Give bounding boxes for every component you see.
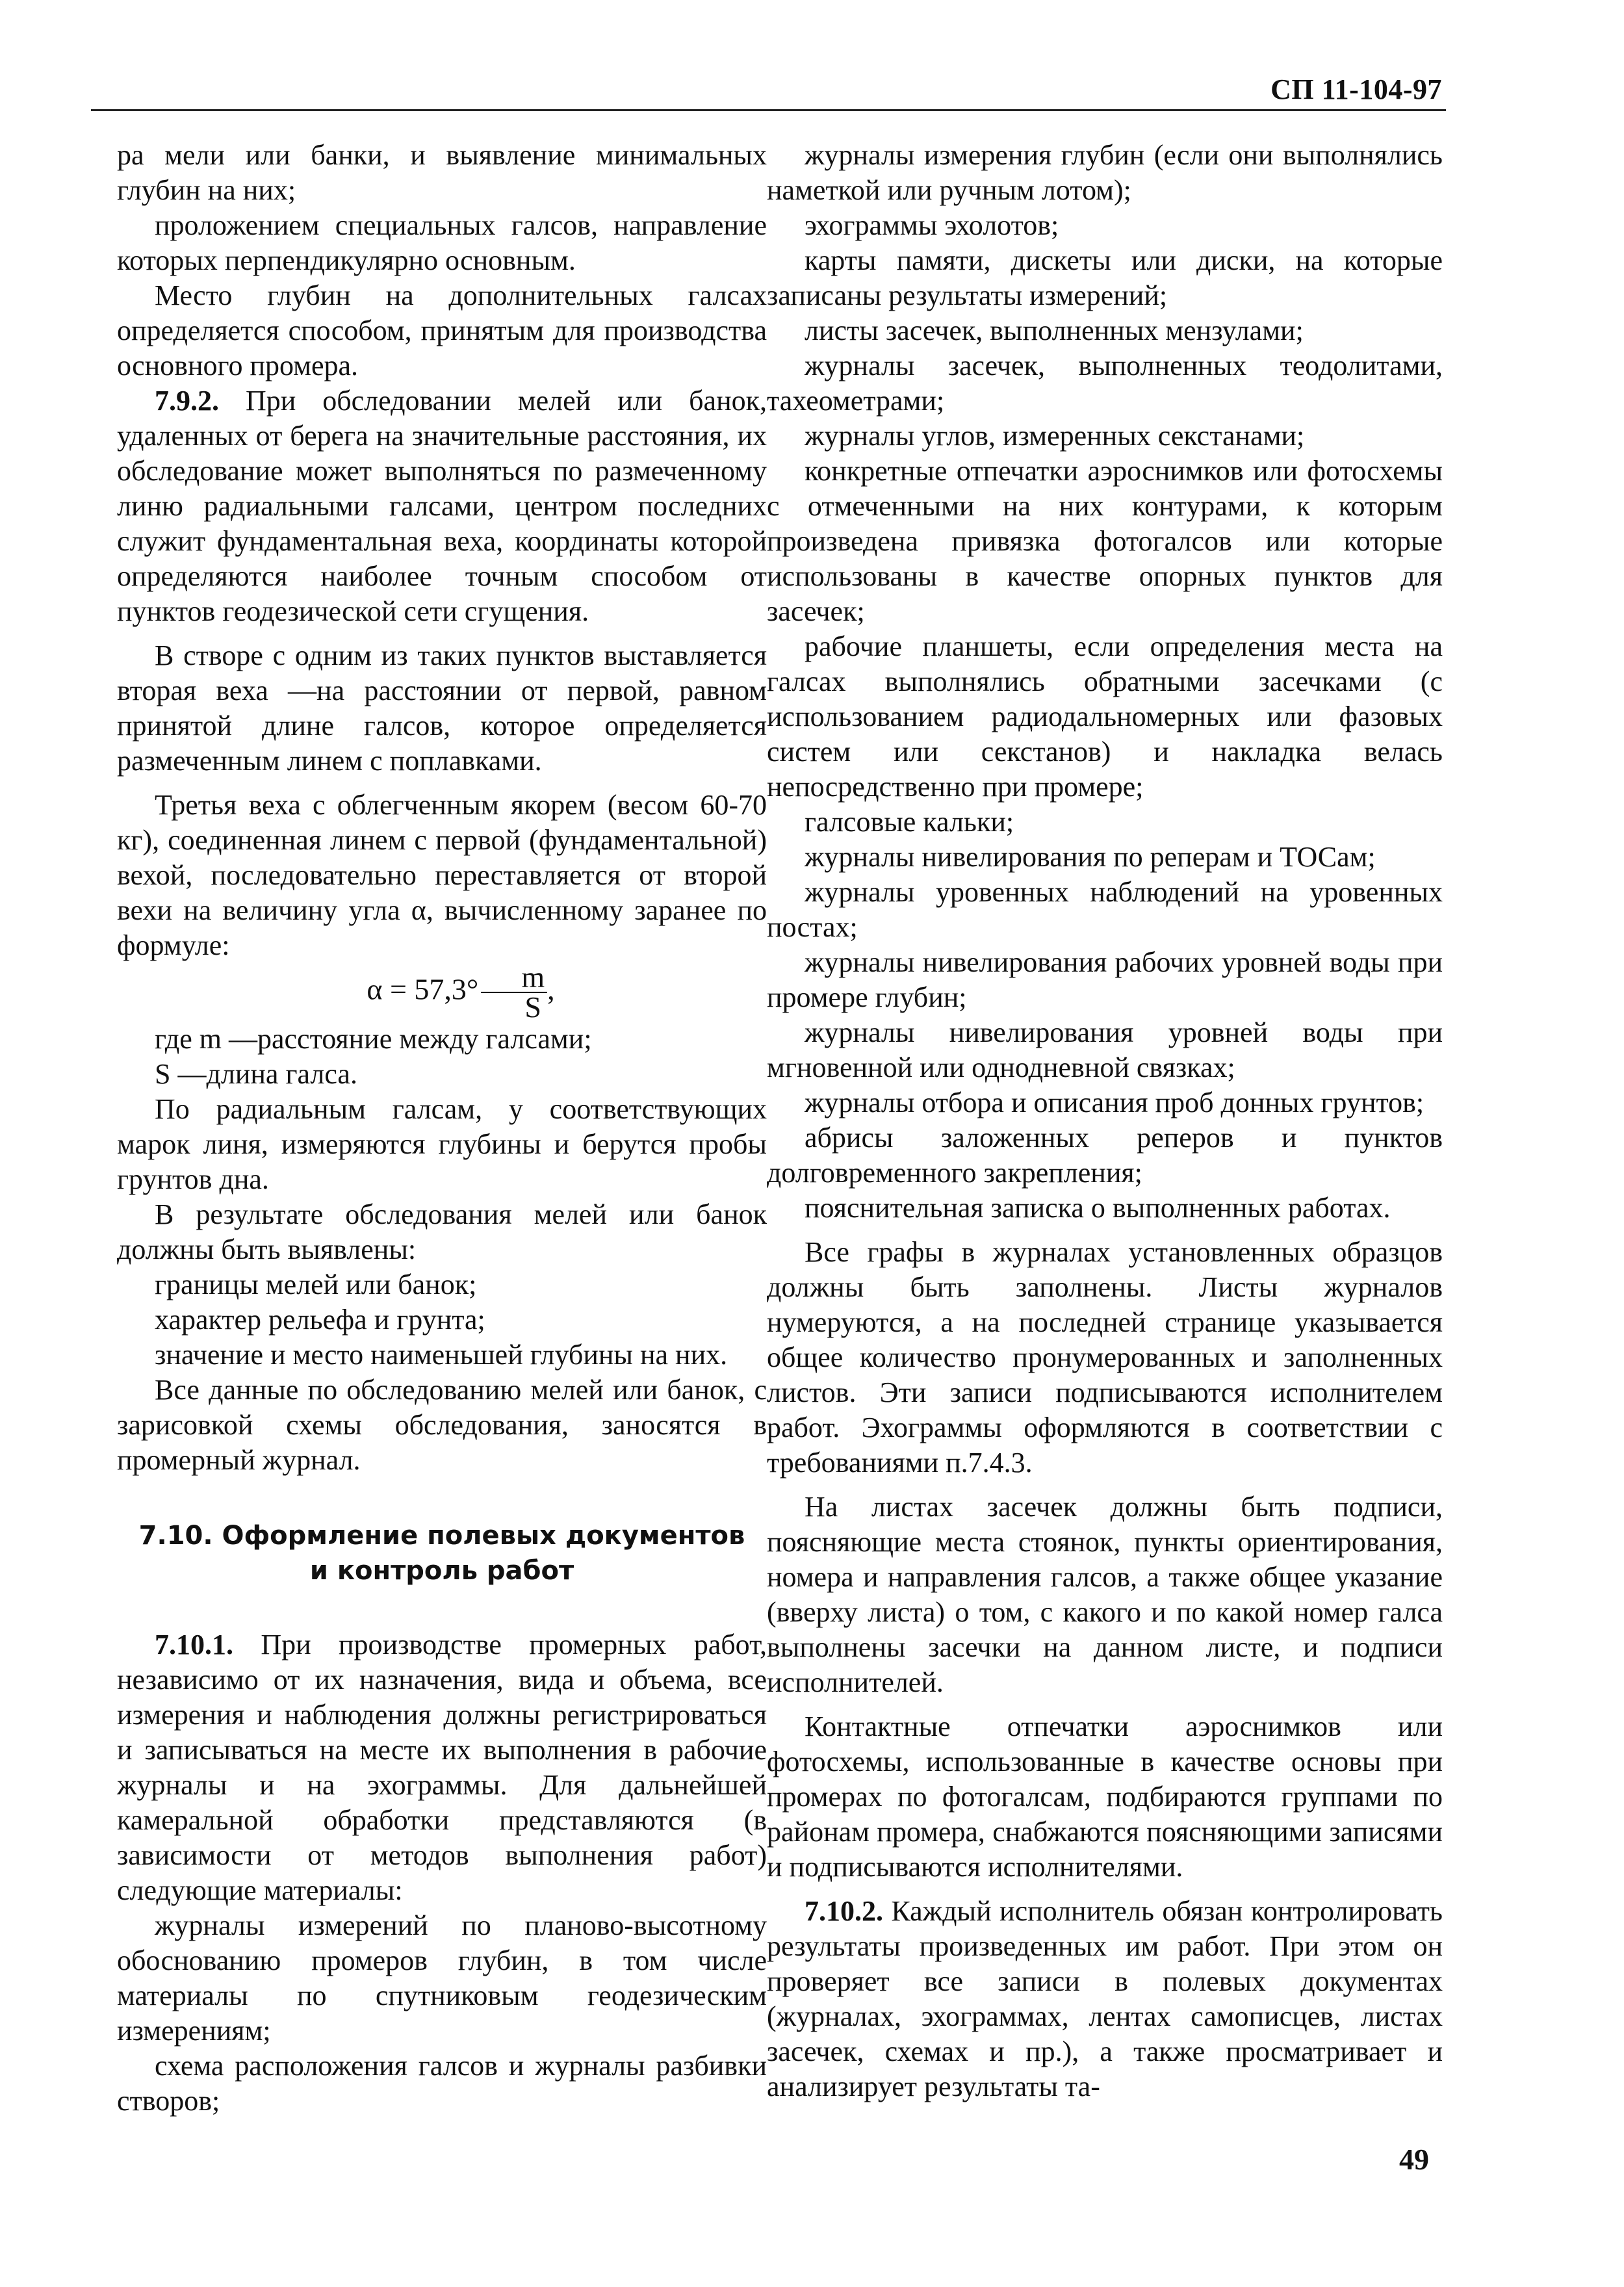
clause-7-10-1: [117, 1627, 767, 1908]
list-item: журналы нивелирования по реперам и ТОСам;: [805, 841, 1376, 873]
clause-text: Каждый исполнитель обязан контролировать результаты произведенных им работ. При этом он проверяет все записи в полевых документах (журналах, эхограммах, лентах самописцев, листах засечек, схемах и пр.), а также просматривает и анализирует результаты та-: [767, 1895, 1443, 2102]
list-item: значение и место наименьшей глубины на них.: [155, 1339, 728, 1371]
list-item: журналы измерений по планово-высотному обоснованию промеров глубин, в том числе материалы по спутниковым геодезическим измерениям;: [117, 1909, 767, 2047]
formula-lhs: α = 57,3°: [367, 972, 479, 1006]
formula-fraction: [481, 963, 547, 1022]
paragraph: Третья веха с облегченным якорем (весом 60-70 кг), соединенная линем с первой (фундаментальной) вехой, последовательно переставляется от второй вехи на величину угла α, вычисленному заранее по формуле:: [117, 789, 767, 961]
formula-tail: ,: [547, 972, 555, 1006]
document-code: СП 11-104-97: [1270, 73, 1442, 105]
list-item: эхограммы эхолотов;: [805, 209, 1059, 241]
list-item: абрисы заложенных реперов и пунктов долговременного закрепления;: [767, 1122, 1443, 1189]
list-item: листы засечек, выполненных мензулами;: [805, 315, 1304, 346]
clause-7-9-2: [117, 383, 767, 629]
list-item: схема расположения галсов и журналы разбивки створов;: [117, 2050, 767, 2117]
paragraph: Место глубин на дополнительных галсах определяется способом, принятым для производства основного промера.: [117, 279, 767, 381]
clause-text: При обследовании мелей или банок, удаленных от берега на значительные расстояния, их обследование может выполняться по размеченному линю радиальными галсами, центром последних служит фундаментальная веха, координаты которой определяются наиболее точным способом от пунктов геодезической сети сгущения.: [117, 385, 767, 627]
paragraph: На листах засечек должны быть подписи, поясняющие места стоянок, пункты ориентирования, номера и направления галсов, а также общее указание (вверху листа) о том, с какого и по какой номер галса выполнены засечки на данном листе, и подписи исполнителей.: [767, 1491, 1443, 1698]
list-item: журналы нивелирования рабочих уровней воды при промере глубин;: [767, 946, 1443, 1013]
list-item: журналы углов, измеренных секстанами;: [805, 420, 1305, 452]
formula-denominator: S: [524, 990, 542, 1024]
header-rule: [91, 109, 1446, 111]
formula-legend-m: где m —расстояние между галсами;: [155, 1023, 592, 1055]
paragraph: В результате обследования мелей или банок должны быть выявлены:: [117, 1198, 767, 1265]
angle-formula: [117, 963, 767, 1022]
left-column: [117, 138, 767, 2119]
list-item: журналы нивелирования уровней воды при мгновенной или однодневной связках;: [767, 1016, 1443, 1083]
list-item: характер рельефа и грунта;: [155, 1304, 485, 1336]
formula-legend-s: S —длина галса.: [155, 1058, 357, 1090]
section-heading-line-2: и контроль работ: [309, 1556, 574, 1586]
list-item: журналы отбора и описания проб донных грунтов;: [805, 1087, 1424, 1118]
formula-numerator: m: [481, 963, 547, 993]
list-item: пояснительная записка о выполненных работах.: [805, 1192, 1391, 1224]
paragraph: Контактные отпечатки аэроснимков или фотосхемы, использованные в качестве основы при промерах по фотогалсам, подбираются группами по районам промера, снабжаются поясняющими записями и подписываются исполнителями.: [767, 1711, 1443, 1883]
clause-number: 7.9.2.: [155, 385, 219, 417]
clause-number: 7.10.2.: [805, 1895, 883, 1927]
paragraph: В створе с одним из таких пунктов выставляется вторая веха —на расстоянии от первой, равном принятой длине галсов, которое определяется размеченным линем с поплавками.: [117, 640, 767, 777]
right-column: [767, 138, 1443, 2104]
list-item: границы мелей или банок;: [155, 1269, 477, 1300]
paragraph: проложением специальных галсов, направление которых перпендикулярно основным.: [117, 209, 767, 276]
section-heading-line-1: 7.10. Оформление полевых документов: [138, 1521, 745, 1551]
list-item: журналы измерения глубин (если они выполнялись наметкой или ручным лотом);: [767, 139, 1443, 206]
list-item: журналы засечек, выполненных теодолитами, тахеометрами;: [767, 350, 1443, 417]
paragraph: Все графы в журналах установленных образцов должны быть заполнены. Листы журналов нумеруются, а на последней странице указывается общее количество пронумерованных и заполненных листов. Эти записи подписываются исполнителем работ. Эхограммы оформляются в соответствии с требованиями п.7.4.3.: [767, 1236, 1443, 1479]
paragraph: Все данные по обследованию мелей или банок, с зарисовкой схемы обследования, заносятся в промерный журнал.: [117, 1374, 767, 1476]
clause-7-10-2: [767, 1894, 1443, 2104]
paragraph: По радиальным галсам, у соответствующих марок линя, измеряются глубины и берутся пробы грунтов дна.: [117, 1093, 767, 1195]
page-number: 49: [1399, 2143, 1429, 2176]
list-item: журналы уровенных наблюдений на уровенных постах;: [767, 876, 1443, 943]
clause-text: При производстве промерных работ, независимо от их назначения, вида и объема, все измерения и наблюдения должны регистрироваться и записываться на месте их выполнения в рабочие журналы и на эхограммы. Для дальнейшей камеральной обработки представляются (в зависимости от методов выполнения работ) следующие материалы:: [117, 1629, 767, 1906]
list-item: рабочие планшеты, если определения места на галсах выполнялись обратными засечками (с использованием радиодальномерных или фазовых систем или секстанов) и накладка велась непосредственно при промере;: [767, 630, 1443, 803]
list-item: галсовые кальки;: [805, 806, 1014, 838]
paragraph: ра мели или банки, и выявление минимальных глубин на них;: [117, 139, 767, 206]
list-item: карты памяти, дискеты или диски, на которые записаны результаты измерений;: [767, 244, 1443, 311]
section-heading: [117, 1518, 767, 1588]
clause-number: 7.10.1.: [155, 1629, 233, 1660]
list-item: конкретные отпечатки аэроснимков или фотосхемы с отмеченными на них контурами, к которым произведена привязка фотогалсов или которые использованы в качестве опорных пунктов для засечек;: [767, 455, 1443, 627]
